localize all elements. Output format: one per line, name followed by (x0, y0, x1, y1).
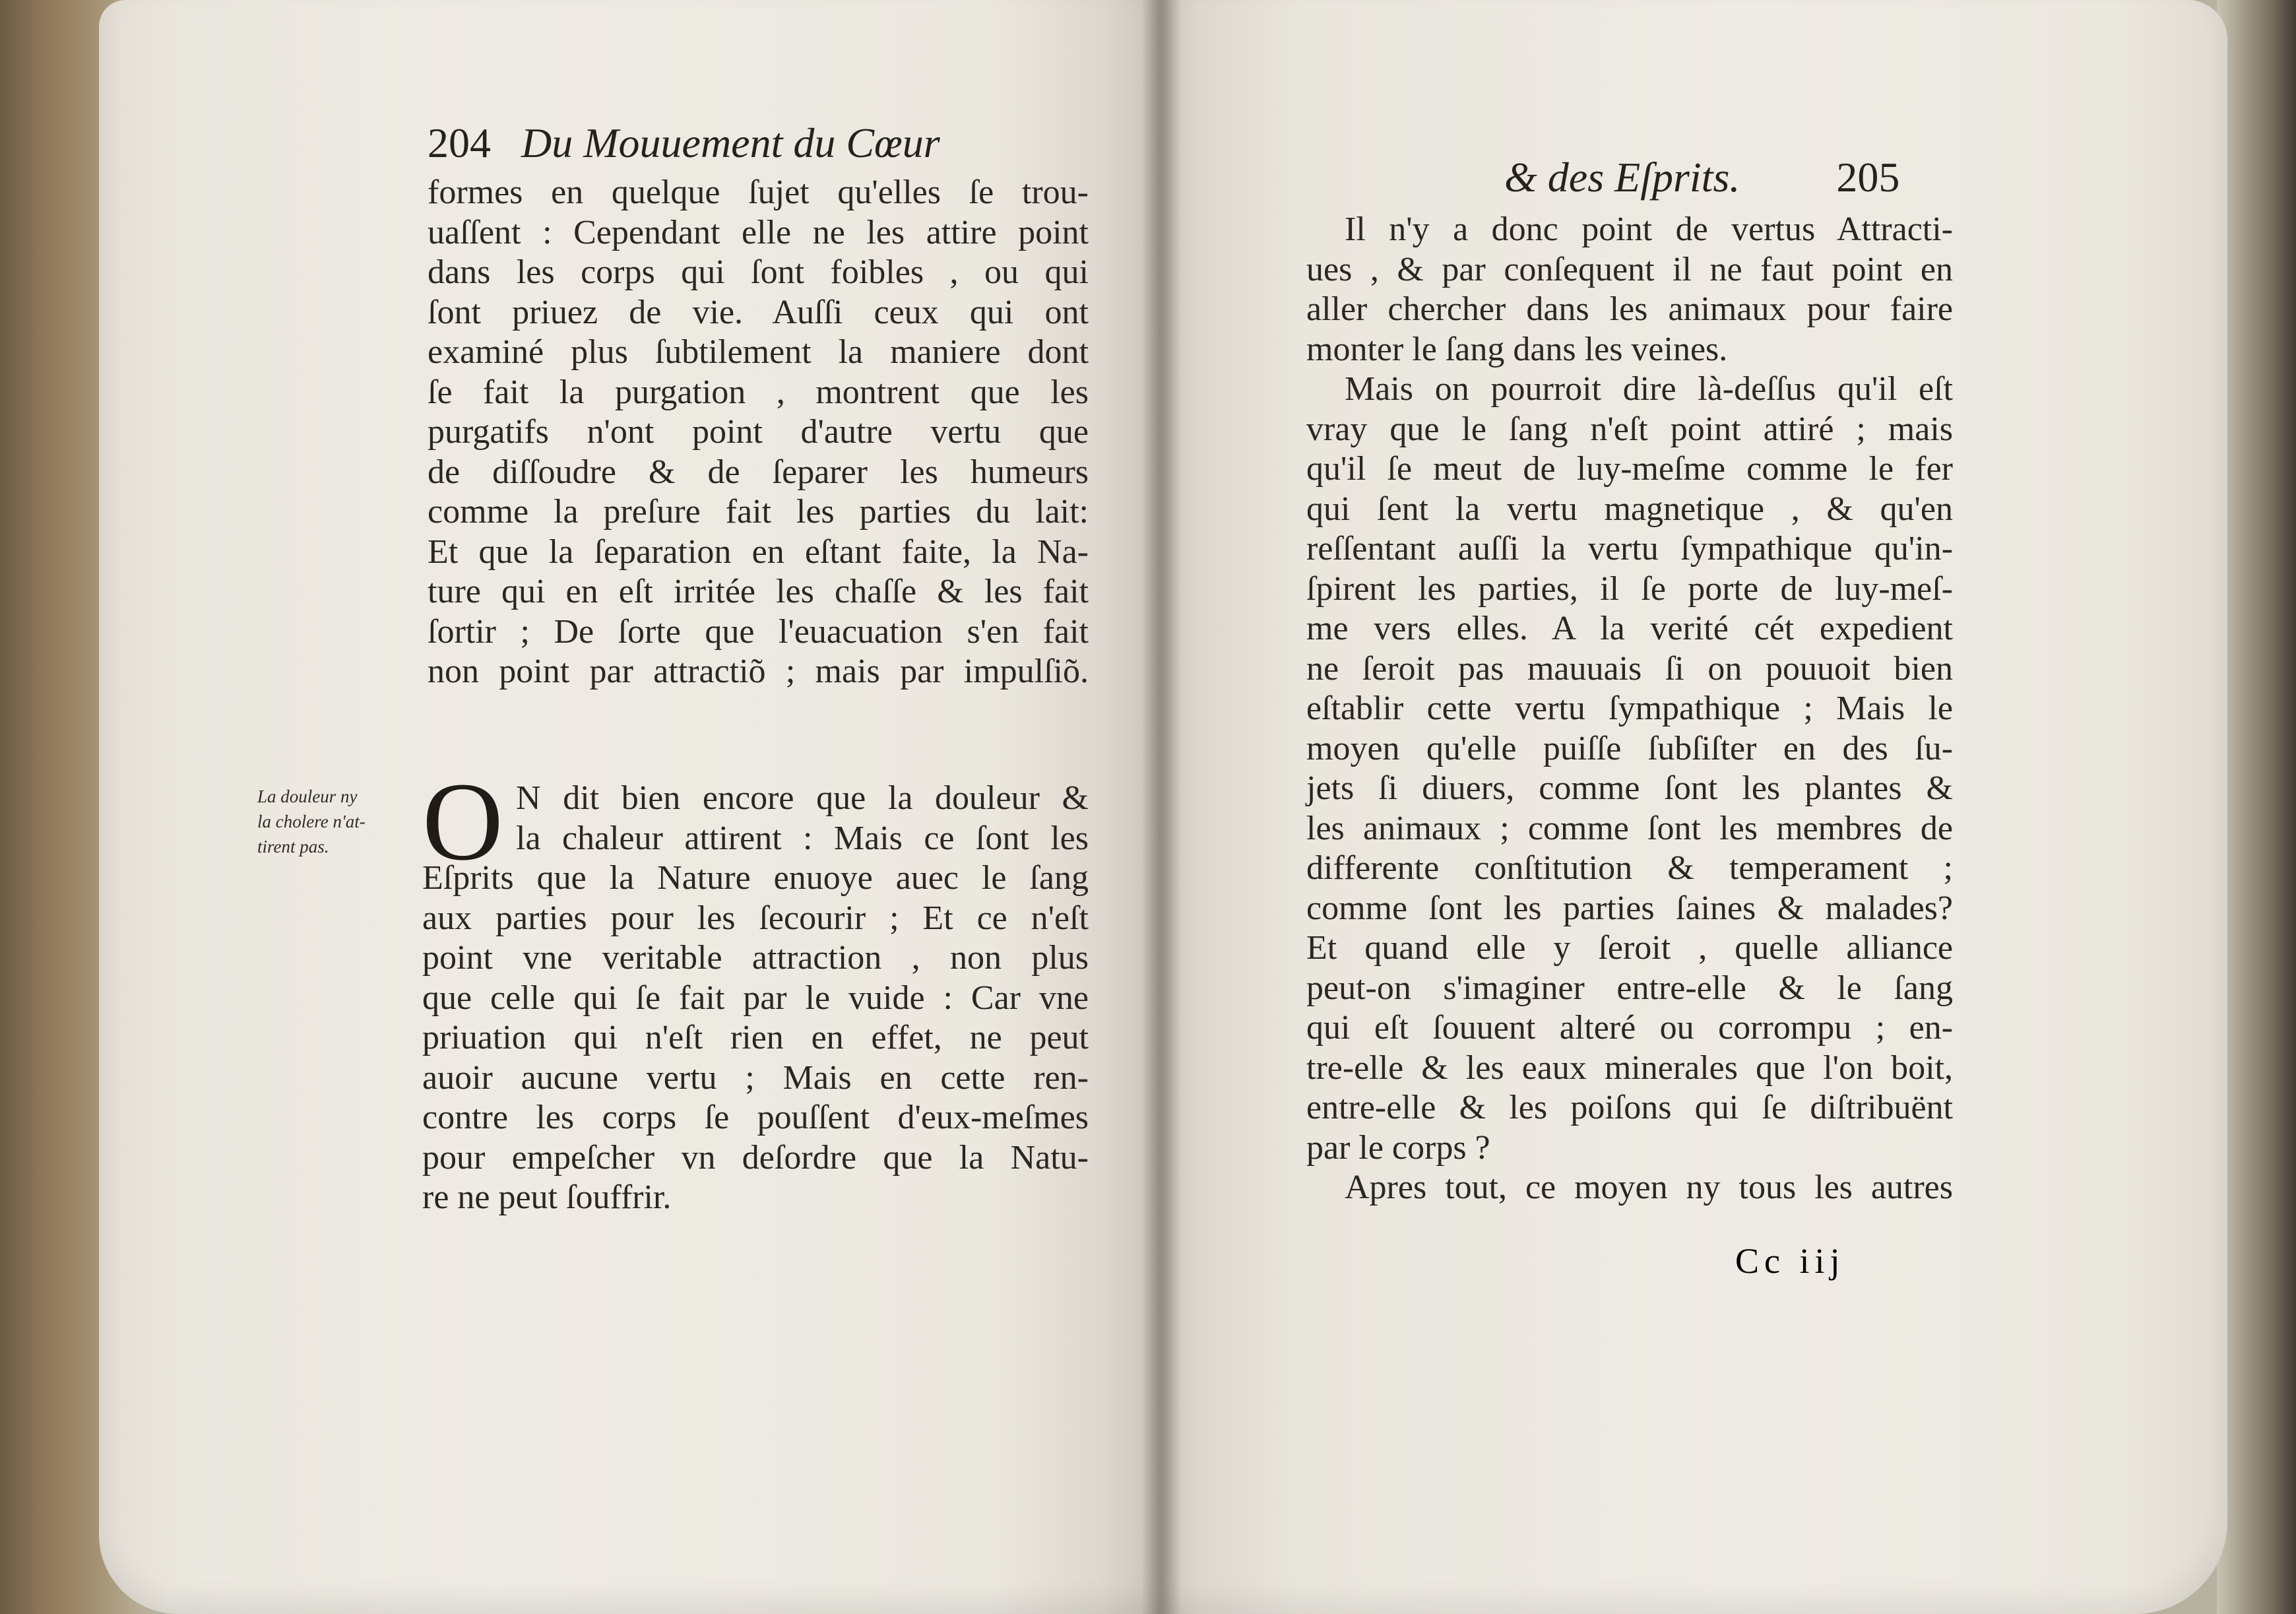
text-line: ſortir ; De ſorte que l'euacuation s'en fait (428, 612, 1089, 651)
left-running-title: Du Mouuement du Cœur (521, 119, 940, 166)
marginal-note (257, 784, 422, 859)
text-line: ſont priuez de vie. Auſſi ceux qui ont (428, 293, 1089, 331)
text-line: Eſprits que la Nature enuoye auec le ſang (422, 859, 1089, 897)
book-fore-edge (2217, 0, 2296, 1614)
drop-cap: O (422, 759, 503, 884)
text-line: Mais on pourroit dire là-deſſus qu'il eſt (1345, 370, 1953, 408)
marginal-note-line: tirent pas. (257, 837, 329, 856)
text-line: Apres tout, ce moyen ny tous les autres (1345, 1169, 1953, 1206)
text-line: non point par attractiõ ; mais par impulſiõ. (428, 653, 1089, 690)
text-line: qui ſent la vertu magnetique , & qu'en (1306, 490, 1953, 528)
marginal-note-line: La douleur ny (257, 787, 358, 806)
left-paragraph-2-cap-lines (516, 779, 1089, 858)
text-line: monter le ſang dans les veines. (1306, 330, 1728, 368)
text-line: purgatifs n'ont point d'autre vertu que (428, 413, 1089, 451)
text-line: ſpirent les parties, il ſe porte de luy-meſ- (1306, 569, 1953, 608)
text-line: comme ſont les parties ſaines & malades? (1306, 889, 1953, 927)
text-line: par le corps ? (1306, 1128, 1490, 1167)
text-line: reſſentant auſſi la vertu ſympathique qu'in- (1306, 530, 1953, 567)
text-line: aux parties pour les ſecourir ; Et ce n'eſt (422, 899, 1089, 937)
text-line: la chaleur attirent : Mais ce ſont les (516, 819, 1089, 857)
text-line: Il n'y a donc point de vertus Attracti- (1345, 210, 1953, 248)
right-running-header (1504, 153, 1899, 202)
text-line: vray que le ſang n'eſt point attiré ; mais (1306, 410, 1953, 448)
text-line: formes en quelque ſujet qu'elles ſe trou- (428, 174, 1089, 211)
text-line: que celle qui ſe fait par le vuide : Car vne (422, 979, 1089, 1017)
text-line: contre les corps ſe pouſſent d'eux-meſmes (422, 1099, 1089, 1136)
text-line: les animaux ; comme ſont les membres de (1306, 809, 1953, 847)
text-line: peut-on s'imaginer entre-elle & le ſang (1306, 969, 1953, 1007)
text-line: priuation qui n'eſt rien en effet, ne peut (422, 1019, 1089, 1056)
text-line: Et que la ſeparation en eſtant faite, la Na- (428, 533, 1089, 571)
text-line: N dit bien encore que la douleur & (516, 779, 1089, 817)
text-line: point vne veritable attraction , non plus (422, 939, 1089, 977)
text-line: ne ſeroit pas mauuais ſi on pouuoit bien (1306, 649, 1953, 688)
text-line: comme la preſure fait les parties du lait: (428, 493, 1089, 531)
marginal-note-line: la cholere n'at- (257, 812, 366, 831)
right-page-number: 205 (1836, 154, 1900, 201)
text-line: ture qui en eſt irritée les chaſſe & les fait (428, 573, 1089, 610)
left-paragraph-2 (422, 858, 1089, 1218)
text-line: tre-elle & les eaux minerales que l'on boit, (1306, 1049, 1953, 1087)
book-gutter (1141, 0, 1181, 1614)
text-line: uaſſent : Cependant elle ne les attire point (428, 213, 1089, 251)
text-line: me vers elles. A la verité cét expedient (1306, 610, 1953, 647)
text-line: eſtablir cette vertu ſympathique ; Mais le (1306, 690, 1953, 727)
left-page-number: 204 (428, 119, 491, 166)
text-line: re ne peut ſouffrir. (422, 1178, 672, 1216)
text-line: examiné plus ſubtilement la maniere dont (428, 333, 1089, 371)
text-line: ſe fait la purgation , montrent que les (428, 373, 1089, 411)
text-line: ues , & par conſequent il ne faut point en (1306, 250, 1953, 288)
text-line: qu'il ſe meut de luy-meſme comme le fer (1306, 450, 1953, 488)
text-line: pour empeſcher vn deſordre que la Natu- (422, 1138, 1089, 1177)
left-running-header (428, 119, 940, 168)
right-page-text (1306, 210, 1953, 1208)
text-line: dans les corps qui ſont foibles , ou qui (428, 253, 1089, 291)
text-line: aller chercher dans les animaux pour faire (1306, 290, 1953, 328)
text-line: qui eſt ſouuent alteré ou corrompu ; en- (1306, 1009, 1953, 1047)
text-line: entre-elle & les poiſons qui ſe diſtribuënt (1306, 1089, 1953, 1126)
right-running-title: & des Eſprits. (1504, 154, 1740, 201)
text-line: jets ſi diuers, comme ſont les plantes & (1306, 769, 1953, 807)
text-line: differente conſtitution & temperament ; (1306, 849, 1953, 887)
left-paragraph-1 (428, 173, 1089, 692)
text-line: de diſſoudre & de ſeparer les humeurs (428, 453, 1089, 491)
text-line: moyen qu'elle puiſſe ſubſiſter en des ſu- (1306, 729, 1953, 767)
text-line: Et quand elle y ſeroit , quelle alliance (1306, 929, 1953, 967)
text-line: auoir aucune vertu ; Mais en cette ren- (422, 1058, 1089, 1097)
signature-mark: Cc iij (1735, 1241, 1845, 1281)
